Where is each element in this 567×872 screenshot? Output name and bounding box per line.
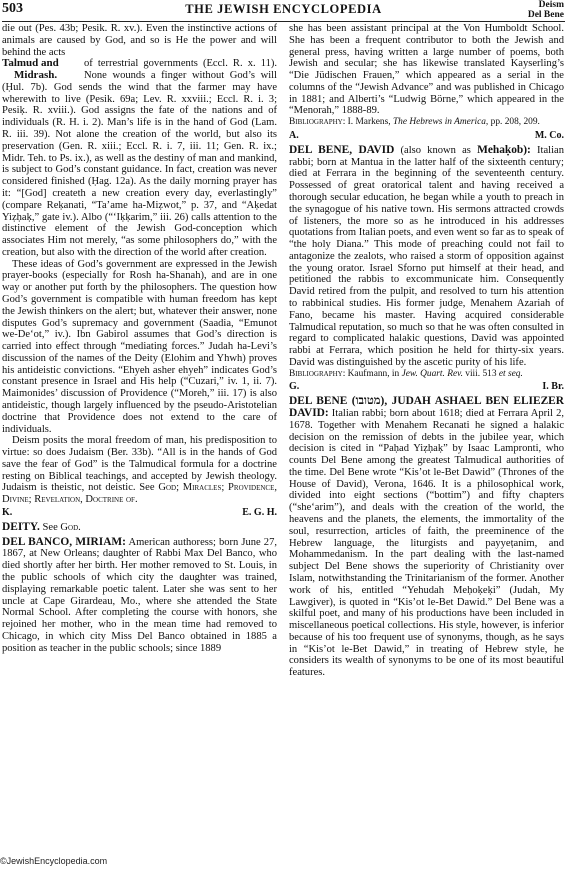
signature xyxy=(2,507,277,519)
header-rule xyxy=(2,21,565,22)
entry-del-banco xyxy=(2,537,277,655)
entry-del-bene-judah xyxy=(289,396,564,679)
signature xyxy=(289,381,564,393)
headword: DEL BENE ( xyxy=(289,395,356,408)
text: pp. 208, 209. xyxy=(490,117,540,128)
side-heading-line-1: Talmud and xyxy=(2,57,59,70)
text: Jew. Quart. Rev. xyxy=(401,368,463,379)
bibliography-label: Bibliography: xyxy=(289,117,346,128)
text: die out (Pes. 43b; Pesik. R. xv.). Even the instinctive actions of animals are caused by God, and so is He the power and will behind the acts xyxy=(2,23,277,58)
signature-right: I. Br. xyxy=(542,381,564,393)
catchword-bottom: Del Bene xyxy=(527,10,564,20)
text: have wherewith to live (Pesik. 69a; Lev. R. xxviii.; Eccl. R. i. 3; Pesiḳ. R. xviii.). God assigns the fate of the nations and of individuals (R. H. i. 2). Man’s life is in the hand of God (Lam. R. iii. 39). Not alone the creation of the world, but also its preservation (Gen. R. xiii.; Eccl. R. i. 7, iii. 11; Gen. R. ix.; Midr. Teh. to Ps. ix.), as well as the destiny of man and mankind, is subject to God’s constant guidance. In fact, creation was never considered finished (Ḥag. 12a). As the daily morning prayer has it: “[God] createth a new creation every day, everlastingly” (compare Reḳanati, “Ta’ame ha-Miẓwot,” p. 37, and “Aḳedat Yiẓḥaḳ,” gate iv.). Albo (“‘Iḳḳarim,” iii. 26) calls attention to the distinctive element of the Jewish God-conception which associates Him not merely, “as some philosophers do,” with the creation, but also with the direction of the world after creation. xyxy=(2,81,278,258)
bibliography xyxy=(289,117,564,129)
text: I. Markens, xyxy=(347,117,391,128)
text: et seq. xyxy=(498,368,523,379)
text: The Hebrews in America, xyxy=(392,117,489,128)
alias: Mehaḳob): xyxy=(477,143,531,156)
running-title: THE JEWISH ENCYCLOPEDIA xyxy=(185,2,382,16)
signature-right: M. Co. xyxy=(534,130,564,142)
text: Italian rabbi; born about 1618; died at Ferrara April 2, 1678. Together with Menahem Recanati he signed a halakic decision on the remission of debts in the jubilee year, which decision is cited in “Paḥad Yiẓḥaḳ” by Isaac Lampronti, who counts Del Bene among the greatest Talmudical authorities of the time. Del Bene wrote “Kis’ot le-Bet Dawid” (Thrones of the House of David), Verona, 1646. It is a philosophical work, divided into eight sections (“bottim”) and fifty chapters (“she‘arim”), and deals with the creation of the world, the heavens and the planets, the elements, the immortality of the soul, resurrection, articles of faith, the preeminence of the Hebrew language, the liturgists and payyeṭanim, and Mohammedanism. In the part dealing with the last-named subject Del Bene shows the superiority of Christianity over Islam, notwithstanding the Trinitarianism of the former. Another work of his, entitled “Yehudah Meḥoḳeḳi” (Judah, My Lawgiver), is quoted in “Kis’ot le-Bet Dawid.” Del Bene was a skilful poet, and many of his productions have been included in miscellaneous poetical collections. His style, however, is inferior because of his too frequent use of synonyms, though, as he says in “Kis’ot le-Bet Dawid,” in treating of Hebrew style, he considers its wealth of synonyms to be one of its most beautiful features. xyxy=(289,408,564,679)
page-header xyxy=(2,0,565,20)
hebrew-name: מטובו xyxy=(355,395,381,408)
text: American authoress; born June 27, 1867, at New Orleans; daughter of Rabbi Max Del Banco, who died shortly after her birth. Her mother removed to St. Louis, in the public schools of which city the daughter was trained, displaying remarkable poetic talent. Later she was sent to her uncle at Cape Girardeau, Mo., where she attended the State Normal School. After completing the course with honors, she rejoined her mother, who in the mean time had removed to Chicago, in which city Miss Del Banco obtained in 1885 a position as teacher in the public schools; since 1889 xyxy=(2,536,277,654)
signature-left: A. xyxy=(289,130,299,142)
paragraph: These ideas of God’s government are expressed in the Jewish prayer-books (especially for Rosh ha-Shanah), and are in one way or another put forth by the philosophers. The question how God’s government is compatible with human freedom has kept the Jewish thinkers on the alert; but, whatever their answer, none disputes God’s supremacy and government (Saadia, “Emunot we-De‘ot,” iv.). Ibn Gabirol assumes that God’s direction is carried into effect through “mediating forces.” Judah ha-Levi’s discussion of the names of the Deity (Elohim and Yhwh) proves his antideistic convictions. “Ehyeh asher ehyeh” indicates God’s constant presence in Israel and His help (“Cuzari,” iv. 1, ii. 7). Maimonides’ discussion of Providence (“Moreh,” iii. 17) is also antideistic, though largely influenced by the pseudo-Aristotelian doctrine that Providence does not extend to the care of individuals. xyxy=(2,258,277,435)
headword: DEITY. xyxy=(2,520,40,533)
headword: DEL BENE, DAVID xyxy=(289,143,395,156)
text: of terrestrial governments (Eccl. R. x. 11). None wounds a finger without God’s will (Ḥul. 7b). God sends the wind that the farmer may xyxy=(2,58,277,93)
right-column xyxy=(289,23,564,679)
text: (also known as xyxy=(400,144,471,156)
entry-del-bene-david xyxy=(289,145,564,369)
catchwords xyxy=(528,0,564,20)
catchword-top: Deism xyxy=(538,0,564,10)
signature xyxy=(289,130,564,142)
side-heading-line-2: Midrash. xyxy=(14,69,58,82)
side-heading xyxy=(2,58,80,82)
page-number: 503 xyxy=(2,1,23,16)
paragraph-side xyxy=(2,58,277,258)
text: See xyxy=(42,521,58,533)
text: Deism posits the moral freedom of man, his predisposition to virtue: so does Judaism (Ber. 33b). “All is in the hands of God save the fear of God” is the Talmudical formula for a doctrine resting on Biblical teachings, and accepted by Jewish theology. Judaism is theistic, not deistic. See xyxy=(2,435,277,494)
bibliography-label: Bibliography: xyxy=(289,368,346,379)
signature-left: G. xyxy=(289,381,300,393)
cross-reference-link[interactable]: God. xyxy=(60,521,81,533)
cross-references[interactable]: God; Miracles; Providence, Divine; Revelation, Doctrine of. xyxy=(2,482,278,506)
signature-left: K. xyxy=(2,507,13,519)
text: viii. 513 xyxy=(465,368,497,379)
paragraph-continued: she has been assistant principal at the Von Humboldt School. She has been a frequent contributor to both the Jewish and general press, having written a large number of poems, both Jewish and secular; she has likewise translated Kayserling’s “Die Jüdischen Frauen,” which appeared as a serial in the columns of the “Jewish Advance” and was published in Chicago in 1881; and Alberti’s “Ludwig Börne,” which appeared in the “Menorah,” 1888-89. xyxy=(289,23,564,117)
bibliography xyxy=(289,369,564,381)
entry-deity xyxy=(2,522,277,534)
text: Italian rabbi; born at Mantua in the latter half of the sixteenth century; died at Ferrara in the beginning of the seventeenth century. Possessed of great oratorical talent and having received a thorough secular education, he began while a youth to preach in the synagogue of his native town. His sermons attracted crowds of listeners, the more so as he introduced in his addresses quotations from Italian poets, and even went so far as to speak of “the holy Diana.” This mode of preaching could not fail to antagonize the zealots, who raised a storm of opposition against the young orator. Israel Sforno put himself at their head, and petitioned the rabbis to excommunicate him. Consequently David retired from the pulpit, and resolved to turn his attention to rabbinical studies. His former judge, Menahem Azariah of Fano, became his master. Having acquired considerable Talmudical reputation, so much so that he was often consulted in regard to complicated halakic questions, David was appointed rabbi at Ferrara, which position he held for thirty-six years. David was distinguished by the ascetic purity of his life. xyxy=(289,144,564,368)
signature-right: E. G. H. xyxy=(242,507,277,519)
paragraph-continued xyxy=(2,23,277,58)
left-column xyxy=(2,23,277,654)
headword: ), JUDAH ASHAEL BEN ELIEZER DAVID: xyxy=(289,395,564,419)
text: Kaufmann, in xyxy=(347,368,400,379)
footer-copyright[interactable]: ©JewishEncyclopedia.com xyxy=(0,856,108,866)
headword: DEL BANCO, MIRIAM: xyxy=(2,535,126,548)
paragraph xyxy=(2,435,277,506)
